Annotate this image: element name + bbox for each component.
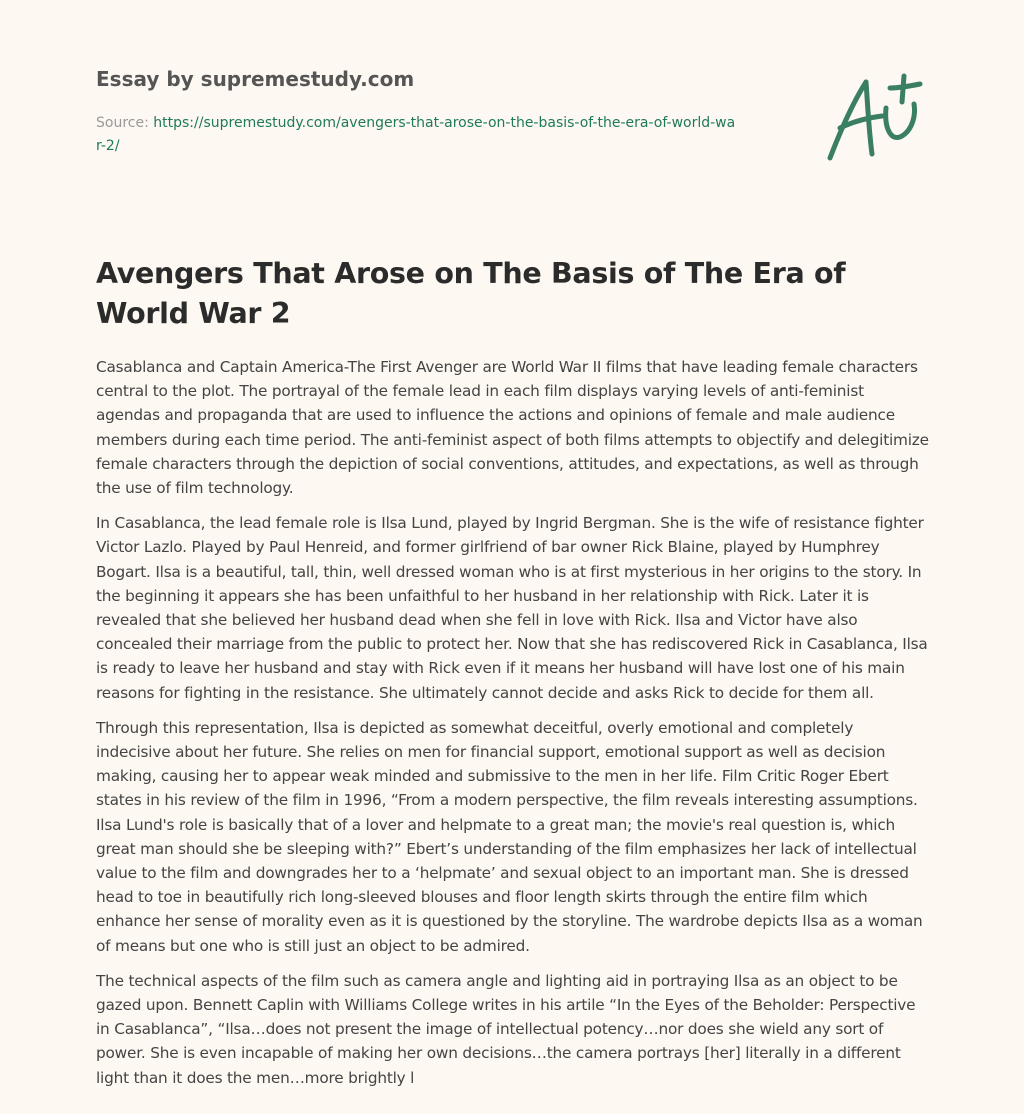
essay-paragraph: Through this representation, Ilsa is depicted as somewhat deceitful, overly emotional and completely indecisive about her future. She relies on men for financial support, emotional support as well as decision making, causing her to appear weak minded and submissive to the men in her life. Film Critic Roger Ebert states in his review of the film in 1996, “From a modern perspective, the film reveals interesting assumptions. Ilsa Lund's role is basically that of a lover and helpmate to a great man; the movie's real question is, which great man should she be sleeping with?” Ebert’s understanding of the film emphasizes her lack of intellectual value to the film and downgrades her to a ‘helpmate’ and sexual object to an important man. She is dressed head to toe in beautifully rich long-sleeved blouses and floor length skirts through the entire film which enhance her sense of morality even as it is questioned by the storyline. The wardrobe depicts Ilsa as a woman of means but one who is still just an object to be admired. [96, 718, 923, 955]
page-header [96, 66, 736, 158]
essay-body [96, 355, 932, 1101]
essay-paragraph: Casablanca and Captain America-The First Avenger are World War II films that have leading female characters central to the plot. The portrayal of the female lead in each film displays varying levels of anti-feminist agendas and propaganda that are used to influence the actions and opinions of female and male audience members during each time period. The anti-feminist aspect of both films attempts to objectify and delegitimize female characters through the depiction of social conventions, attitudes, and expectations, as well as through the use of film technology. [96, 358, 929, 498]
source-line [96, 112, 736, 158]
essay-paragraph: In Casablanca, the lead female role is Ilsa Lund, played by Ingrid Bergman. She is the wife of resistance fighter Victor Lazlo. Played by Paul Henreid, and former girlfriend of bar owner Rick Blaine, played by Humphrey Bogart. Ilsa is a beautiful, tall, thin, well dressed woman who is at first mysterious in her origins to the story. In the beginning it appears she has been unfaithful to her husband in her relationship with Rick. Later it is revealed that she believed her husband dead when she fell in love with Rick. Ilsa and Victor have also concealed their marriage from the public to protect her. Now that she has rediscovered Rick in Casablanca, Ilsa is ready to leave her husband and stay with Rick even if it means her husband will have lost one of his main reasons for fighting in the resistance. She ultimately cannot decide and asks Rick to decide for them all. [96, 514, 928, 702]
essay-title: Avengers That Arose on The Basis of The Era of World War 2 [96, 257, 846, 330]
essay-paragraph: The technical aspects of the film such as camera angle and lighting aid in portraying Ilsa as an object to be gazed upon. Bennett Caplin with Williams College writes in his artile “In the Eyes of the Beholder: Perspective in Casablanca”, “Ilsa…does not present the image of intellectual potency…nor does she wield any sort of power. She is even incapable of making her own decisions…the camera portrays [her] literally in a different light than it does the men…more brightly l [96, 971, 916, 1087]
a-plus-logo-icon [822, 70, 926, 164]
source-link[interactable]: https://supremestudy.com/avengers-that-arose-on-the-basis-of-the-era-of-world-war-2/ [96, 115, 736, 154]
site-title: Essay by supremestudy.com [96, 67, 415, 91]
source-label: Source: [96, 115, 149, 131]
